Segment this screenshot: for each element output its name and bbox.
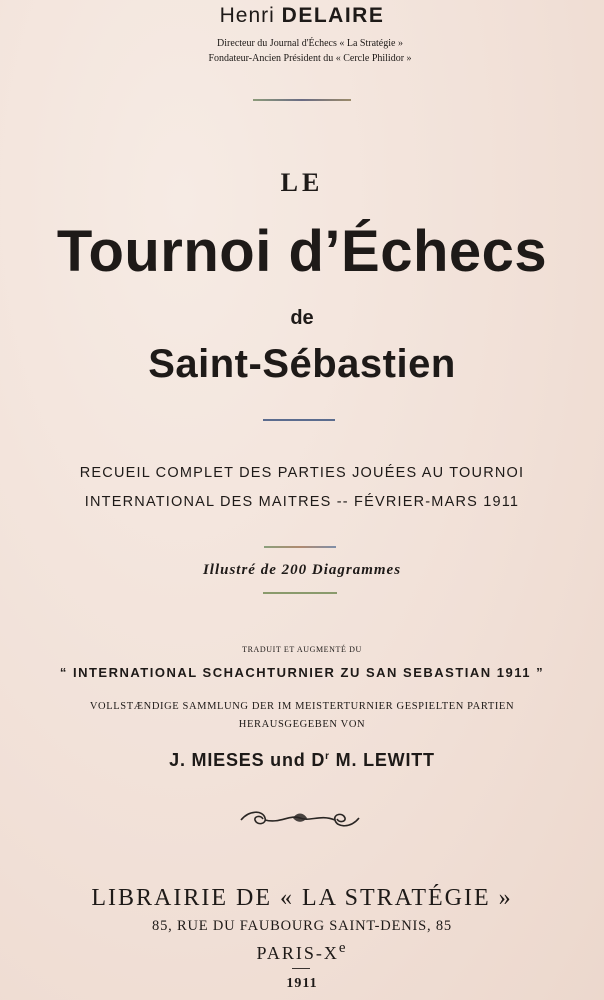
publisher-address: 85, RUE DU FAUBOURG SAINT-DENIS, 85 (152, 918, 452, 934)
publisher-city (0, 940, 604, 964)
editors (0, 750, 604, 771)
divider-rule (292, 968, 310, 969)
publisher-city-name: PARIS-X (256, 943, 339, 963)
divider-rule (263, 592, 337, 594)
author-first-name: Henri (219, 4, 275, 27)
main-title: Tournoi d’Échecs (56, 219, 548, 284)
author-subtitle-1: Directeur du Journal d'Échecs « La Stratégie » (217, 38, 403, 49)
illustrated-note: Illustré de 200 Diagrammes (202, 562, 402, 578)
author-subtitle-2: Fondateur-Ancien Président du « Cercle Philidor » (208, 53, 412, 64)
title-place: Saint-Sébastien (148, 342, 456, 386)
publisher-city-superscript: e (338, 940, 348, 956)
author-name (0, 4, 604, 28)
description-line-1: RECUEIL COMPLET DES PARTIES JOUÉES AU TOURNOI (79, 465, 525, 481)
editors-part-1: J. MIESES und D (169, 750, 326, 770)
divider-rule (253, 99, 351, 101)
title-article: LE (280, 168, 324, 197)
publication-year: 1911 (286, 976, 318, 991)
editors-superscript: r (325, 751, 330, 762)
title-preposition: de (290, 307, 314, 329)
ornament-icon (235, 806, 365, 830)
german-subtitle-2: HERAUSGEGEBEN VON (238, 719, 366, 730)
author-last-name: DELAIRE (281, 4, 385, 27)
publisher-name: LIBRAIRIE DE « LA STRATÉGIE » (91, 885, 513, 911)
divider-rule (264, 546, 336, 548)
editors-part-2: M. LEWITT (329, 750, 435, 770)
divider-rule (263, 419, 335, 421)
translation-note: TRADUIT ET AUGMENTÉ DU (242, 645, 362, 654)
source-title: “ INTERNATIONAL SCHACHTURNIER ZU SAN SEBASTIAN 1911 ” (59, 665, 545, 680)
german-subtitle-1: VOLLSTÆNDIGE SAMMLUNG DER IM MEISTERTURNIER GESPIELTEN PARTIEN (89, 701, 515, 712)
description-line-2: INTERNATIONAL DES MAITRES -- FÉVRIER-MARS 1911 (84, 494, 520, 510)
